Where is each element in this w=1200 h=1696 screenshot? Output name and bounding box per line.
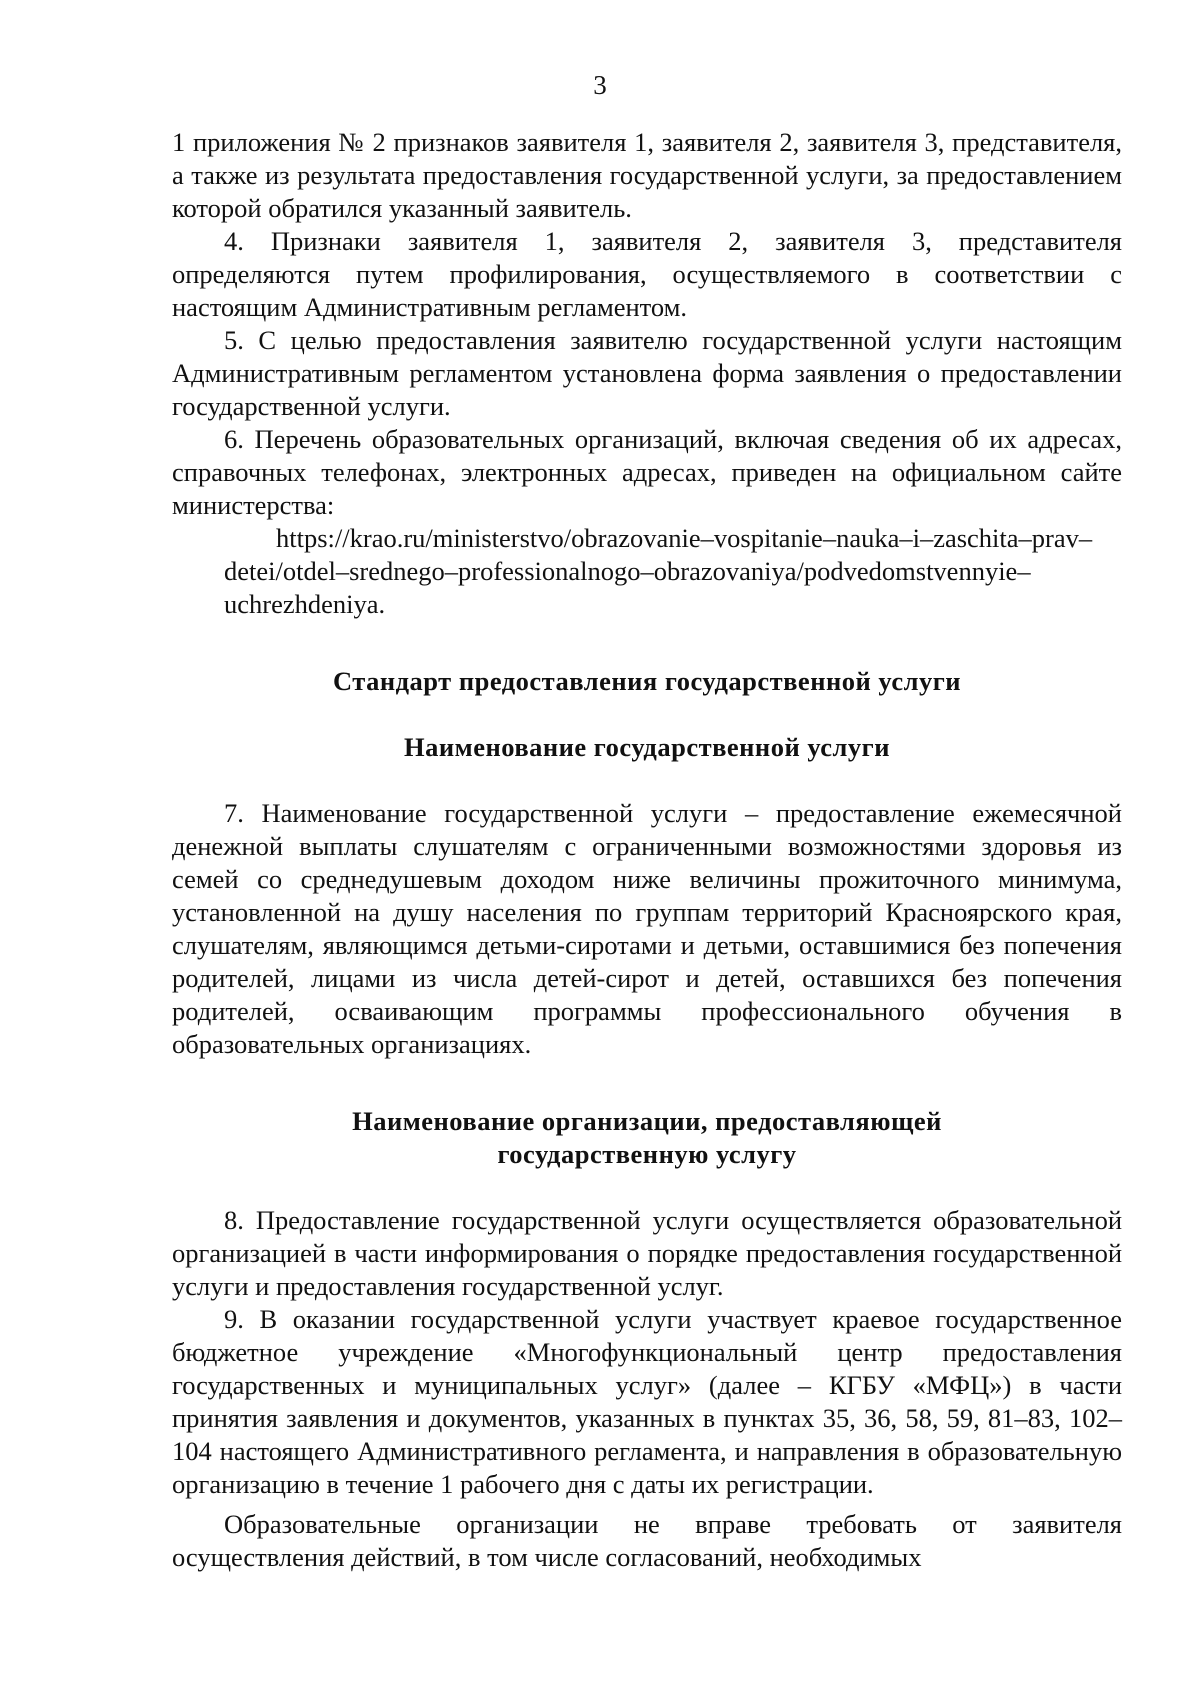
heading-organization-line-2: государственную услугу xyxy=(497,1139,797,1169)
paragraph-4: 4. Признаки заявителя 1, заявителя 2, заявителя 3, представителя определяются путем профилирования, осуществляемого в соответствии с настоящим Административным регламентом. xyxy=(172,226,1122,322)
paragraph-9: 9. В оказании государственной услуги участвует краевое государственное бюджетное учреждение «Многофункциональный центр предоставления государственных и муниципальных услуг» (далее – КГБУ «МФЦ») в части принятия заявления и документов, указанных в пунктах 35, 36, 58, 59, 81–83, 102–104 настоящего Административного регламента, и направления в образовательную организацию в течение 1 рабочего дня с даты их регистрации. xyxy=(172,1304,1122,1499)
link-line-1: https://krao.ru/ministerstvo/obrazovanie–vospitanie–nauka–i–zaschita–prav– xyxy=(276,523,1093,553)
heading-organization xyxy=(172,1105,1122,1171)
paragraph-5: 5. С целью предоставления заявителю государственной услуги настоящим Административным регламентом установлена форма заявления о предоставлении государственной услуги. xyxy=(172,325,1122,421)
paragraph-continued: 1 приложения № 2 признаков заявителя 1, заявителя 2, заявителя 3, представителя, а также из результата предоставления государственной услуги, за предоставлением которой обратился указанный заявитель. xyxy=(172,127,1122,223)
paragraph-last: Образовательные организации не вправе требовать от заявителя осуществления действий, в том числе согласований, необходимых xyxy=(172,1509,1122,1572)
link-line-2: detei/otdel–srednego–professionalnogo–obrazovaniya/podvedomstvennyie– xyxy=(224,556,1031,586)
paragraph-6: 6. Перечень образовательных организаций, включая сведения об их адресах, справочных телефонах, электронных адресах, приведен на официальном сайте министерства: xyxy=(172,424,1122,520)
link-line-3: uchrezhdeniya. xyxy=(224,589,386,619)
heading-standard: Стандарт предоставления государственной услуги xyxy=(332,666,961,696)
heading-organization-line-1: Наименование организации, предоставляющей xyxy=(352,1106,942,1136)
paragraph-8: 8. Предоставление государственной услуги осуществляется образовательной организацией в части информирования о порядке предоставления государственной услуги и предоставления государственной услуг. xyxy=(172,1205,1122,1301)
document-body xyxy=(172,126,1122,1574)
heading-service-name: Наименование государственной услуги xyxy=(404,732,890,762)
page-number: 3 xyxy=(593,70,607,100)
ministry-link[interactable] xyxy=(172,522,1122,621)
paragraph-7: 7. Наименование государственной услуги – предоставление ежемесячной денежной выплаты слушателям с ограниченными возможностями здоровья из семей со среднедушевым доходом ниже величины прожиточного минимума, установленной на душу населения по группам территорий Красноярского края, слушателям, являющимся детьми-сиротами и детьми, оставшимися без попечения родителей, лицами из числа детей-сирот и детей, оставшихся без попечения родителей, осваивающим программы профессионального обучения в образовательных организациях. xyxy=(172,798,1122,1059)
